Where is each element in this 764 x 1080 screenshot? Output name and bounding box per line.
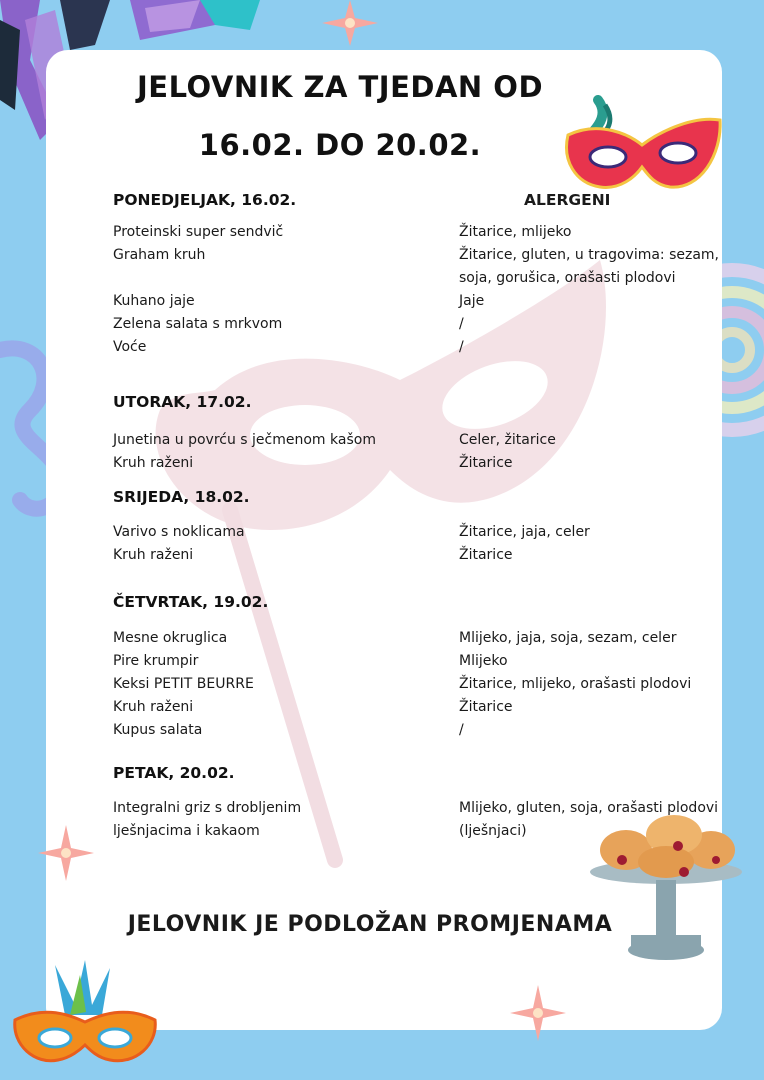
allergen-text: Žitarice	[459, 547, 513, 563]
day-thursday-heading: ČETVRTAK, 19.02.	[113, 593, 269, 611]
sparkle-icon	[38, 825, 94, 881]
allergen-text: /	[459, 722, 464, 738]
allergen-text: /	[459, 316, 464, 332]
allergen-text: Žitarice, mlijeko	[459, 224, 572, 240]
carnival-mask-orange-icon	[10, 960, 160, 1070]
menu-item: lješnjacima i kakaom	[113, 823, 260, 839]
allergen-text: Mlijeko	[459, 653, 508, 669]
menu-item: Pire krumpir	[113, 653, 199, 669]
allergen-text: /	[459, 339, 464, 355]
allergens-header: ALERGENI	[524, 191, 611, 209]
allergen-text: Žitarice, jaja, celer	[459, 524, 590, 540]
page-title	[60, 58, 620, 174]
menu-item: Kruh raženi	[113, 455, 194, 471]
allergen-text: Žitarice, mlijeko, orašasti plodovi	[459, 676, 692, 692]
allergen-text: Žitarice	[459, 455, 513, 471]
title-line-1: JELOVNIK ZA TJEDAN OD	[136, 70, 544, 104]
menu-item: Graham kruh	[113, 247, 206, 263]
allergen-text: Žitarice, gluten, u tragovima: sezam,	[459, 247, 720, 263]
allergen-text: Mlijeko, jaja, soja, sezam, celer	[459, 630, 677, 646]
footer-notice: JELOVNIK JE PODLOŽAN PROMJENAMA	[127, 912, 613, 937]
menu-item: Junetina u povrću s ječmenom kašom	[113, 432, 376, 448]
allergen-text: Mlijeko, gluten, soja, orašasti plodovi	[459, 800, 719, 816]
allergen-text: Celer, žitarice	[459, 432, 556, 448]
sparkle-icon	[510, 985, 566, 1041]
menu-item: Voće	[113, 339, 147, 355]
menu-item: Integralni griz s drobljenim	[113, 800, 302, 816]
day-tuesday-heading: UTORAK, 17.02.	[113, 393, 252, 411]
allergen-text: (lješnjaci)	[459, 823, 527, 839]
menu-item: Mesne okruglica	[113, 630, 228, 646]
menu-item: Kuhano jaje	[113, 293, 195, 309]
day-monday-heading: PONEDJELJAK, 16.02.	[113, 191, 297, 209]
menu-item: Keksi PETIT BEURRE	[113, 676, 254, 692]
menu-item: Zelena salata s mrkvom	[113, 316, 283, 332]
menu-item: Kruh raženi	[113, 547, 194, 563]
title-line-2: 16.02. DO 20.02.	[198, 128, 482, 162]
menu-item: Kruh raženi	[113, 699, 194, 715]
allergen-text: Jaje	[459, 293, 485, 309]
allergen-text: Žitarice	[459, 699, 513, 715]
menu-item: Proteinski super sendvič	[113, 224, 284, 240]
menu-item: Varivo s noklicama	[113, 524, 245, 540]
day-friday-heading: PETAK, 20.02.	[113, 764, 235, 782]
day-wednesday-heading: SRIJEDA, 18.02.	[113, 488, 250, 506]
sparkle-icon	[322, 0, 378, 46]
allergen-text: soja, gorušica, orašasti plodovi	[459, 270, 676, 286]
menu-item: Kupus salata	[113, 722, 203, 738]
